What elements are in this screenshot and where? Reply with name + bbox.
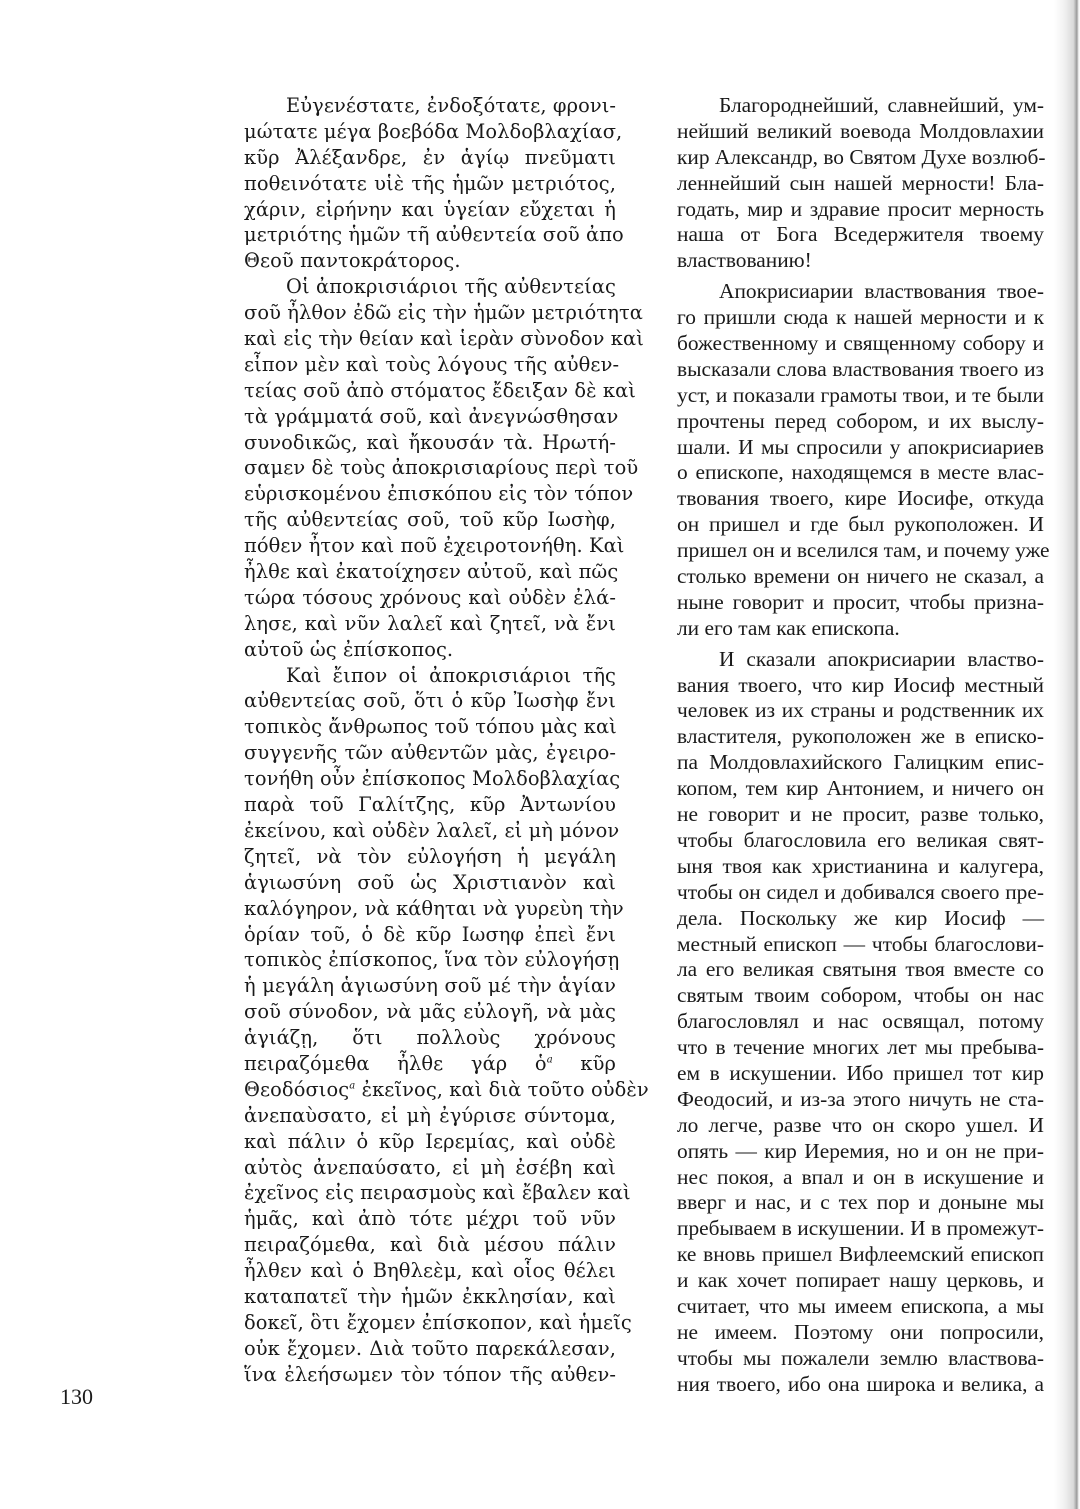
text-line: годать, мир и здравие просит мерность [677,196,1044,221]
text-line: властвованию! [677,248,812,273]
text-line: εἶπον μὲν καὶ τοὺς λόγους τῆς αὐθεν- [244,352,620,376]
text-line: Апокрисиарии властвования твое- [719,279,1044,304]
text-line: σαμεν δὲ τοὺς ἀποκρισιαρίους περὶ τοῦ [244,456,639,480]
page-binding-shadow [1054,0,1080,1509]
text-line: прочтены перед собором, и их выслу- [677,408,1044,433]
greek-paragraph-2 [244,274,644,662]
text-line: τοπικὸς ἐπίσκοπος, ἵνα τὸν εὐλογήσῃ [244,948,620,972]
text-line: па Молдовлахийского Галицким епис- [677,750,1044,775]
text-line: μετριότης ἡμῶν τῆ αὐθεντεία σοῦ ἀπο [244,223,624,247]
text-line: нейший великий воевода Молдовлахии [677,118,1044,143]
text-line: властителя, рукоположен же в еписко- [677,724,1044,749]
text-line: И сказали апокрисиарии властво- [719,646,1044,671]
text-line: ὁρίαν τοῦ, ὁ δὲ κῦρ Ιωσηφ ἐπεὶ ἔνι [244,922,616,946]
text-line: наша от Бога Вседержителя твоему [677,222,1044,247]
text-line: ζητεῖ, νὰ τὸν εὐλογήση ἡ μεγάλη [244,844,616,868]
text-line: μώτατε μέγα βοεβόδα Μολδοβλαχίασ, [244,119,623,143]
text-line: αὐθεντείας σοῦ, ὅτι ὁ κῦρ Ἰωσὴφ ἔνι [244,689,616,713]
text-line: ἐκείνου, καὶ οὐδὲν λαλεῖ, εἰ μὴ μόνον [244,818,620,842]
text-line: чтобы благословила его великая свят- [677,827,1044,852]
text-line: человек из их страны и родственник их [677,698,1044,723]
text-line: го пришли сюда к нашей мерности и к [677,305,1044,330]
text-line: ныне говорит и просит, чтобы призна- [677,589,1044,614]
text-line: καὶ εἰς τὴν θείαν καὶ ἱερὰν σὺνοδον καὶ [244,327,644,351]
text-line: οὐκ ἔχομεν. Διὰ τοῦτο παρεκάλεσαν, [244,1336,616,1360]
text-line: ния твоего, ибо она широка и велика, а [677,1371,1044,1396]
text-line: πόθεν ἦτον καὶ ποῦ ἐχειροτονήθη. Καὶ [244,534,625,558]
text-line: ла его великая святыня твоя вместе со [677,957,1044,982]
greek-paragraph-1 [244,93,624,274]
text-line: копом, тем кир Антонием, и ничего он [677,776,1044,801]
text-line: уст, и показали грамоты твои, и те были [677,382,1044,407]
text-line: ποθεινότατε υἱὲ τῆς ἡμῶν μετριότος, [244,171,616,195]
text-line: Θεοῦ παντοκράτορος. [244,249,461,273]
text-line: δοκεῖ, ὃτι ἔχομεν ἐπίσκοπον, καὶ ἡμεῖς [244,1310,632,1334]
text-line: опять — кир Иеремия, но и он не при- [677,1138,1044,1163]
text-line: παρὰ τοῦ Γαλίτζης, κῦρ Ἀντωνίου [244,793,616,817]
text-line: столько времени он ничего не сказал, а [677,564,1044,589]
text-fragment: κῦρ [580,1051,616,1075]
text-line: καταπατεῖ τὴν ἡμῶν ἐκκλησίαν, καὶ [244,1284,616,1308]
text-line-with-footnote [244,1077,649,1103]
footnote-marker: a [546,1054,553,1066]
text-line: ем в искушении. Ибо пришел тот кир [677,1060,1044,1085]
text-line: πειραζόμεθα, καὶ διὰ μέσου πάλιν [244,1233,616,1257]
text-line: σοῦ σύνοδον, νὰ μᾶς εὐλογῆ, νὰ μὰς [244,1000,616,1024]
text-line: χάριν, εἰρήνην και ὑγείαν εὔχεται ἡ [244,197,616,221]
text-line: Καὶ ἔιπον οἱ ἀποκρισιάριοι τῆς [286,663,616,687]
text-line: ἦλθεν καὶ ὁ Βηθλεὲμ, καὶ οἷος θέλει [244,1259,616,1283]
text-line: и как хочет попирает нашу церковь, и [677,1268,1044,1293]
text-line: ке вновь пришел Вифлеемский епископ [677,1242,1044,1267]
russian-paragraph-3 [677,647,1044,1398]
text-line: τονήθη οὖν ἐπίσκοπος Μολδοβλαχίας [244,767,621,791]
text-line: ἁγιάζῃ, ὅτι πολλοὺς χρόνους [244,1026,616,1050]
text-line: τείας σοῦ ἀπὸ στόματος ἔδειξαν δὲ καὶ [244,378,637,402]
text-line: Οἱ ἀποκρισιάριοι τῆς αὐθεντείας [286,275,616,299]
text-fragment: ἐκεῖνος, καὶ διὰ τοῦτο οὐδὲν [361,1077,649,1101]
text-line: пришел он и вселился там, и почему уже [677,538,1050,563]
text-line: пребываем в искушении. И в промежут- [677,1216,1044,1241]
text-line: τώρα τόσους χρόνους καὶ οὐδὲν ἐλά- [244,585,616,609]
text-line: чтобы он сидел и добивался своего пре- [677,879,1044,904]
text-line: ἡ μεγάλη ἁγιωσύνη σοῦ μέ τὴν ἁγίαν [244,974,616,998]
text-line: καλόγηρον, νὰ κάθηται νὰ γυρεὺη τὴν [244,896,624,920]
text-line: благословлял и нас освящал, потому [677,1009,1044,1034]
text-line: τῆς αὐθεντείας σοῦ, τοῦ κῦρ Ιωσὴφ, [244,508,616,532]
greek-paragraph-3 [244,663,649,1388]
text-line: ἀνεπαὺσατο, εἰ μὴ ἐγύρισε σύντομα, [244,1103,616,1127]
text-line: он пришел и где был рукоположен. И [677,512,1044,537]
text-line: ἵνα ἐλεήσωμεν τὸν τόπον τῆς αὐθεν- [244,1362,616,1386]
text-line: высказали слова властвования твоего из [677,356,1044,381]
text-line: αὐτὸς ἀνεπαύσατο, εἰ μὴ ἐσέβη καὶ [244,1155,616,1179]
text-line: святым твоим собором, чтобы он нас [677,983,1044,1008]
text-line: вверг и нас, и с тех пор и доныне мы [677,1190,1044,1215]
text-line: местный епископ — чтобы благослови- [677,931,1044,956]
text-line: κῦρ Ἀλέξανδρε, ἐν ἁγίῳ πνεῦματι [244,145,616,169]
russian-text-column [677,93,1050,1398]
text-line: τοπικὸς ἄνθρωπος τοῦ τόπου μὰς καὶ [244,715,617,739]
page-number: 130 [60,1384,93,1409]
text-line: дела. Поскольку же кир Иосиф — [677,905,1044,930]
text-line: кир Александр, во Святом Духе возлюб- [677,144,1046,169]
footnote-marker: a [349,1080,356,1092]
text-fragment: πειραζόμεθα ἦλθε γάρ ὁ [244,1051,547,1075]
text-line: σοῦ ἦλθον ἐδῶ εἰς τὴν ἡμῶν μετριότητα [244,301,643,325]
text-line: не имеем. Поэтому они попросили, [677,1319,1044,1344]
text-line: εὑρισκομένου ἐπισκόπου εἰς τὸν τόπον [244,482,634,506]
russian-paragraph-2 [677,279,1050,641]
text-line: Феодосий, и из-за этого ничуть не ста- [677,1086,1044,1111]
text-line: ло легче, разве что он скоро ушел. И [677,1112,1044,1137]
text-line: чтобы мы пожалели землю властвова- [677,1345,1044,1370]
text-line: τὰ γράμματά σοῦ, καὶ ἀνεγνώσθησαν [244,404,619,428]
text-line: вания твоего, что кир Иосиф местный [677,672,1044,697]
text-line-with-footnote [244,1051,616,1077]
text-line: о епископе, находящемся в месте влас- [677,460,1044,485]
text-line: ἁγιωσύνη σοῦ ὡς Χριστιανὸν καὶ [244,870,616,894]
text-line: что в течение многих лет мы пребыва- [677,1035,1044,1060]
text-line: λησε, καὶ νῦν λαλεῖ καὶ ζητεῖ, νὰ ἔνι [244,611,616,635]
text-line: твования твоего, кире Иосифе, откуда [677,486,1044,511]
text-line: ἦλθε καὶ ἐκατοίχησεν αὐτοῦ, καὶ πῶς [244,560,619,584]
greek-text-column [244,93,649,1388]
text-line: не говорит и не просит, разве только, [677,802,1044,827]
text-line: ыня твоя как христианина и калугера, [677,853,1044,878]
text-line: шали. И мы спросили у апокрисиариев [677,434,1044,459]
text-line: нес покоя, а впал и он в искушение и [677,1164,1044,1189]
text-line: αὐτοῦ ὡς ἐπίσκοπος. [244,637,454,661]
text-line: συγγενῆς τῶν αὐθεντῶν μὰς, ἐγειρο- [244,741,616,765]
text-line: καὶ πάλιν ὁ κῦρ Ιερεμίας, καὶ οὐδὲ [244,1129,616,1153]
text-line: Благороднейший, славнейший, ум- [719,93,1044,117]
text-line: Εὐγενέστατε, ἐνδοξότατε, φρονι- [286,94,617,117]
text-fragment: Θεοδόσιος [244,1077,350,1101]
text-line: считает, что мы имеем епископа, а мы [677,1293,1044,1318]
text-line: леннейший сын нашей мерности! Бла- [677,170,1044,195]
text-line: συνοδικῶς, καὶ ἤκουσάν τὰ. Ηρωτή- [244,430,616,454]
text-line: ἡμᾶς, καὶ ἀπὸ τότε μέχρι τοῦ νῦν [244,1207,616,1231]
text-line: божественному и священному собору и [677,331,1044,356]
text-line: ли его там как епископа. [677,615,900,640]
russian-paragraph-1 [677,93,1044,274]
text-line: ἐχεῖνος εἰς πειρασμοὺς καὶ ἔβαλεν καὶ [244,1181,631,1205]
